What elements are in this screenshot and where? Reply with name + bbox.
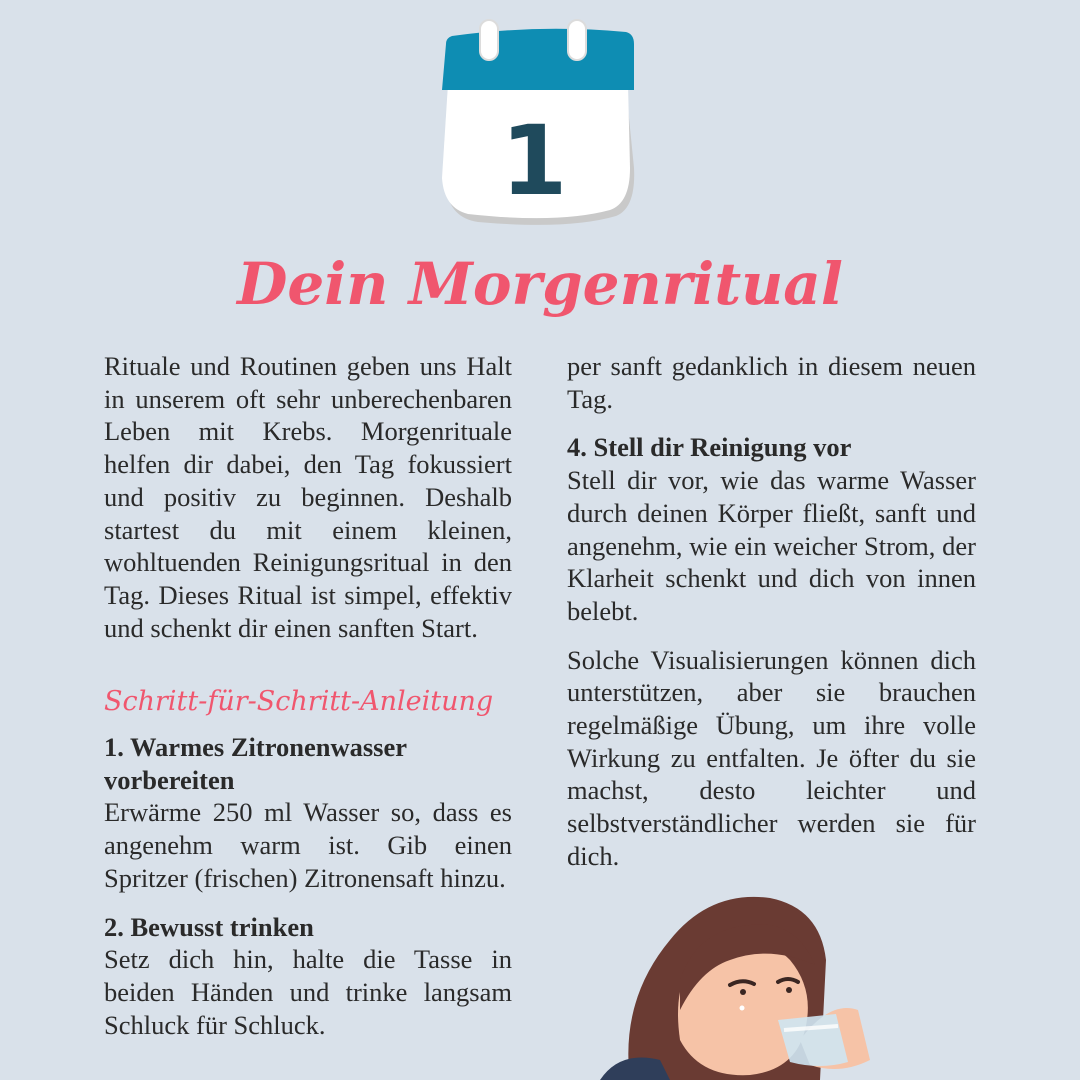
step-2-text: Setz dich hin, halte die Tasse in beiden Händen und trinke langsam Schluck für Schluck. bbox=[104, 944, 512, 1040]
step-1-text: Erwärme 250 ml Wasser so, dass es angenehm warm ist. Gib einen Spritzer (frischen) Zitronensaft hinzu. bbox=[104, 797, 512, 893]
step-2-title: 2. Bewusst trinken bbox=[104, 911, 314, 942]
calendar-day: 1 bbox=[500, 105, 568, 217]
page-title: Dein Morgenritual bbox=[237, 250, 843, 318]
step-1-title: 1. Warmes Zitronenwasser vorbereiten bbox=[104, 732, 407, 795]
step-3-continuation: per sanft gedanklich in diesem neuen Tag. bbox=[567, 351, 976, 414]
guide-heading: Schritt-für-Schritt-Anleitung bbox=[104, 686, 494, 718]
right-column bbox=[567, 350, 976, 873]
left-column bbox=[104, 350, 512, 1041]
intro-text: Rituale und Routinen geben uns Halt in unserem oft sehr unberechenbaren Leben mit Krebs. Morgenrituale helfen dir dabei, den Tag fokussiert und positiv zu beginnen. Deshalb startest du mit einem kleinen, wohltuenden Reinigungsritual in den Tag. Dieses Ritual ist simpel, effektiv und schenkt dir einen sanften Start. bbox=[104, 351, 512, 643]
woman-drinking-water-illustration bbox=[600, 890, 900, 1080]
step-4-title: 4. Stell dir Reinigung vor bbox=[567, 432, 852, 463]
closing-text: Solche Visualisierungen können dich unterstützen, aber sie brauchen regelmäßige Übung, um ihre volle Wirkung zu entfalten. Je öfter du sie machst, desto leichter und selbstverständlicher werden sie für dich. bbox=[567, 644, 976, 871]
step-4-text: Stell dir vor, wie das warme Wasser durch deinen Körper fließt, sanft und angenehm, wie ein weicher Strom, der Klarheit schenkt und dich von innen belebt. bbox=[567, 465, 976, 626]
calendar-icon bbox=[438, 18, 642, 234]
calendar-top bbox=[442, 29, 634, 90]
